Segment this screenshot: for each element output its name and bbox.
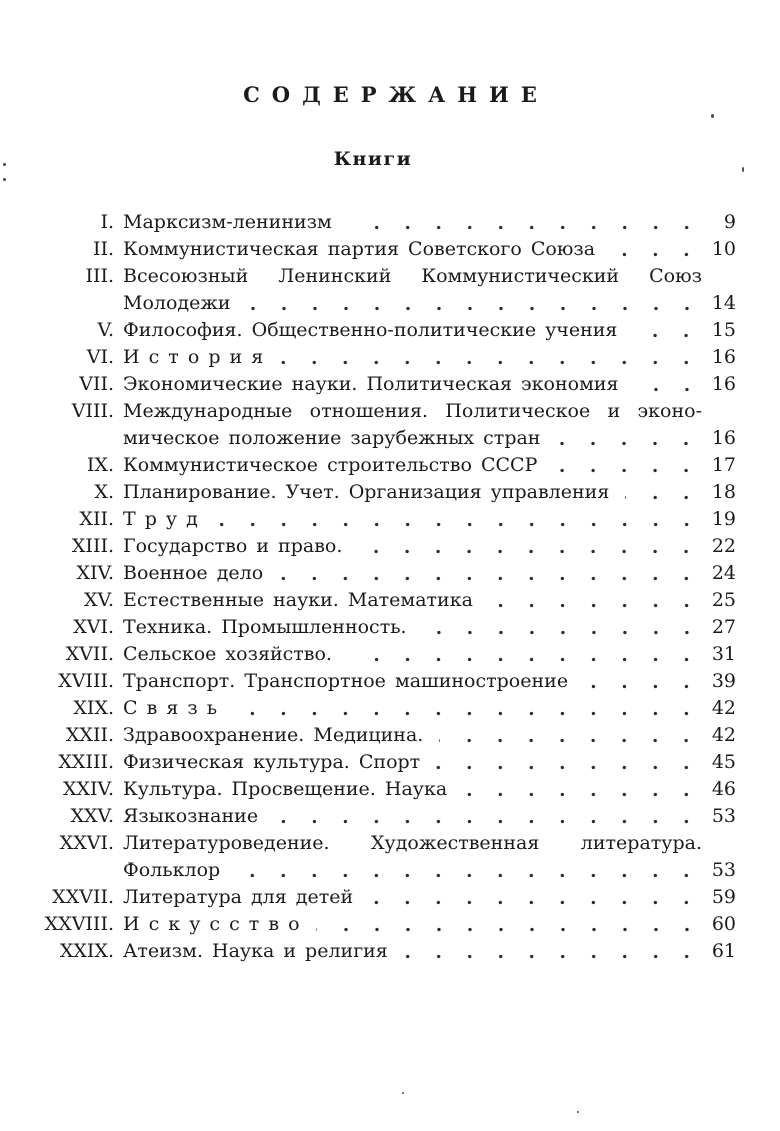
toc-entry-page-number: 24	[711, 562, 736, 584]
toc-entry-numeral: XXIV.	[63, 778, 114, 800]
toc-entry-content	[123, 695, 736, 722]
toc-entry-title: Планирование. Учет. Организация управления	[123, 481, 610, 503]
toc-entry	[14, 641, 736, 668]
dot-leader	[247, 306, 703, 311]
toc-entry-page-number: 46	[711, 778, 736, 800]
toc-entry-numeral: XIX.	[73, 697, 114, 719]
dot-leader	[233, 711, 702, 716]
toc-entry-title: Марксизм-ленинизм	[123, 211, 332, 233]
toc-entry-page-number: 19	[711, 508, 736, 530]
toc-entry-page-number: 42	[711, 724, 736, 746]
dot-leader	[214, 522, 702, 527]
toc-entry-content	[123, 749, 736, 776]
toc-entry-line	[123, 263, 736, 290]
toc-entry	[14, 506, 736, 533]
toc-entry-line	[123, 425, 736, 452]
toc-entry-page-number: 53	[711, 859, 736, 881]
toc-entry-page-number: 16	[711, 373, 736, 395]
toc-entry-page-number: 31	[711, 643, 736, 665]
scan-artifact	[742, 167, 744, 172]
toc-entry-content	[123, 668, 736, 695]
toc-entry-numeral: II.	[92, 238, 114, 260]
scan-artifact	[3, 178, 6, 181]
toc-entry-line	[123, 452, 736, 479]
dot-leader	[348, 225, 702, 230]
toc-entry-numeral: IX.	[86, 454, 114, 476]
toc-entry-page-number: 16	[711, 346, 736, 368]
toc-entry-title: Литература для детей	[123, 886, 354, 908]
toc-entry-line	[123, 776, 736, 803]
toc-entry-numeral: XIII.	[71, 535, 114, 557]
toc-entry-title: Сельское хозяйство.	[123, 643, 332, 665]
toc-entry-content	[123, 506, 736, 533]
toc-entry-title: И с т о р и я	[123, 346, 264, 368]
toc-entry-line	[123, 533, 736, 560]
toc-entry-title: Естественные науки. Математика	[123, 589, 473, 611]
toc-entry	[14, 722, 736, 749]
toc-entry-numeral: V.	[97, 319, 114, 341]
scan-artifact	[711, 114, 714, 118]
toc-entry-content	[123, 452, 736, 479]
toc-entry-page-number: 14	[711, 292, 736, 314]
toc-entry-title: И с к у с с т в о	[123, 913, 300, 935]
toc-entry-content	[123, 722, 736, 749]
toc-entry-numeral: VI.	[86, 346, 114, 368]
toc-entry-title: Культура. Просвещение. Наука	[123, 778, 448, 800]
toc-entry-content	[123, 641, 736, 668]
toc-entry-content	[123, 533, 736, 560]
toc-entry	[14, 479, 736, 506]
toc-entry-title: Международные отношения. Политическое и эконо-	[123, 400, 702, 422]
dot-leader	[236, 873, 702, 878]
toc-entry-content	[123, 479, 736, 506]
toc-entry-content	[123, 344, 736, 371]
toc-entry-line	[123, 344, 736, 371]
toc-entry-title-continuation: мическое положение зарубежных стран	[123, 427, 541, 449]
toc-entry	[14, 830, 736, 884]
toc-entry-page-number: 17	[711, 454, 736, 476]
dot-leader	[625, 495, 702, 500]
toc-entry-line	[123, 371, 736, 398]
toc-entry-numeral: XXII.	[65, 724, 114, 746]
toc-entry	[14, 938, 736, 965]
toc-entry-title: Т р у д	[123, 508, 198, 530]
scan-artifact	[402, 1092, 404, 1094]
toc-entry-content	[123, 587, 736, 614]
toc-entry-page-number: 60	[711, 913, 736, 935]
toc-entry-title: Экономические науки. Политическая экономия	[123, 373, 619, 395]
toc-entry-title: Здравоохранение. Медицина.	[123, 724, 424, 746]
toc-entry-content	[123, 614, 736, 641]
toc-entry	[14, 749, 736, 776]
dot-leader	[423, 630, 702, 635]
toc-entry-title: Коммунистическое строительство СССР	[123, 454, 538, 476]
toc-entry-title-continuation: Фольклор	[123, 859, 221, 881]
toc-entry-content	[123, 263, 736, 317]
toc-entry-line	[123, 290, 736, 317]
toc-entry-line	[123, 830, 736, 857]
toc-entry-line	[123, 668, 736, 695]
dot-leader	[279, 360, 702, 365]
dot-leader	[279, 576, 702, 581]
toc-entry-content	[123, 398, 736, 452]
toc-entry-page-number: 61	[711, 940, 736, 962]
toc-entry-page-number: 27	[711, 616, 736, 638]
toc-entry	[14, 560, 736, 587]
toc-entry-numeral: XVIII.	[58, 670, 114, 692]
toc-entry	[14, 317, 736, 344]
toc-entry-title-continuation: Молодежи	[123, 292, 231, 314]
dot-leader	[348, 657, 702, 662]
toc-entry-numeral: XXV.	[70, 805, 114, 827]
toc-entry-line	[123, 749, 736, 776]
toc-entry-title: Философия. Общественно-политические учения	[123, 319, 618, 341]
toc-entry	[14, 803, 736, 830]
dot-leader	[556, 441, 702, 446]
toc-entry-numeral: XXIII.	[58, 751, 114, 773]
toc-entry	[14, 695, 736, 722]
toc-entry-line	[123, 641, 736, 668]
toc-entry-numeral: XV.	[84, 589, 114, 611]
toc-entry-page-number: 42	[711, 697, 736, 719]
toc-entry-line	[123, 398, 736, 425]
toc-entry	[14, 776, 736, 803]
section-heading: Книги	[333, 148, 413, 170]
toc-entry-numeral: XXVI.	[59, 832, 114, 854]
toc-entry-content	[123, 236, 736, 263]
dot-leader	[436, 765, 702, 770]
toc-list	[14, 209, 736, 965]
toc-entry	[14, 452, 736, 479]
toc-entry-line	[123, 803, 736, 830]
dot-leader	[369, 900, 702, 905]
toc-entry-title: Атеизм. Наука и религия	[123, 940, 388, 962]
toc-entry-content	[123, 938, 736, 965]
toc-entry-page-number: 16	[711, 427, 736, 449]
toc-entry-line	[123, 587, 736, 614]
toc-entry	[14, 587, 736, 614]
toc-entry	[14, 398, 736, 452]
dot-leader	[553, 468, 702, 473]
toc-entry-page-number: 39	[711, 670, 736, 692]
toc-entry-content	[123, 209, 736, 236]
dot-leader	[274, 819, 702, 824]
toc-entry-title: Военное дело	[123, 562, 264, 584]
dot-leader	[358, 549, 702, 554]
dot-leader	[633, 333, 702, 338]
toc-entry	[14, 884, 736, 911]
toc-entry-numeral: I.	[100, 211, 114, 233]
dot-leader	[316, 927, 702, 932]
toc-entry-title: Транспорт. Транспортное машиностроение	[123, 670, 569, 692]
toc-entry	[14, 263, 736, 317]
toc-entry	[14, 911, 736, 938]
toc-entry-line	[123, 722, 736, 749]
toc-entry-line	[123, 479, 736, 506]
toc-entry-content	[123, 830, 736, 884]
toc-entry-title: Коммунистическая партия Советского Союза	[123, 238, 596, 260]
toc-entry-numeral: XXIX.	[59, 940, 114, 962]
toc-entry-line	[123, 938, 736, 965]
page-title: СОДЕРЖАНИЕ	[243, 82, 549, 107]
toc-entry-page-number: 15	[711, 319, 736, 341]
toc-entry-title: Техника. Промышленность.	[123, 616, 407, 638]
toc-entry-numeral: XVI.	[73, 616, 114, 638]
toc-entry-content	[123, 317, 736, 344]
toc-entry-line	[123, 614, 736, 641]
toc-entry-content	[123, 560, 736, 587]
toc-entry-title: Всесоюзный Ленинский Коммунистический Союз	[123, 265, 702, 287]
toc-entry-line	[123, 209, 736, 236]
toc-entry-content	[123, 803, 736, 830]
toc-entry-numeral: VIII.	[71, 400, 114, 422]
toc-entry-line	[123, 857, 736, 884]
toc-entry-numeral: X.	[94, 481, 114, 503]
toc-entry	[14, 371, 736, 398]
dot-leader	[611, 252, 702, 257]
toc-entry-line	[123, 317, 736, 344]
toc-entry	[14, 236, 736, 263]
toc-entry	[14, 614, 736, 641]
toc-entry-title: Физическая культура. Спорт	[123, 751, 421, 773]
toc-entry-line	[123, 560, 736, 587]
toc-entry-numeral: XVII.	[65, 643, 114, 665]
toc-entry-numeral: III.	[85, 265, 114, 287]
toc-entry	[14, 344, 736, 371]
toc-entry-line	[123, 695, 736, 722]
toc-entry-title: Государство и право.	[123, 535, 343, 557]
toc-entry-content	[123, 371, 736, 398]
toc-entry-line	[123, 884, 736, 911]
toc-entry	[14, 668, 736, 695]
toc-entry-line	[123, 236, 736, 263]
toc-entry-numeral: VII.	[79, 373, 114, 395]
toc-entry-page-number: 25	[711, 589, 736, 611]
toc-entry-page-number: 10	[711, 238, 736, 260]
dot-leader	[439, 738, 702, 743]
toc-entry	[14, 533, 736, 560]
toc-entry-page-number: 53	[711, 805, 736, 827]
toc-entry-line	[123, 911, 736, 938]
toc-entry-numeral: XXVIII.	[44, 913, 114, 935]
scan-artifact	[577, 1111, 579, 1113]
toc-entry-content	[123, 884, 736, 911]
dot-leader	[584, 684, 702, 689]
dot-leader	[463, 792, 702, 797]
toc-entry-numeral: XII.	[79, 508, 114, 530]
dot-leader	[635, 387, 702, 392]
toc-entry-page-number: 22	[711, 535, 736, 557]
scan-artifact	[3, 163, 6, 166]
toc-entry-numeral: XIV.	[76, 562, 114, 584]
toc-entry-page-number: 18	[711, 481, 736, 503]
toc-entry-page-number: 45	[711, 751, 736, 773]
toc-entry-content	[123, 911, 736, 938]
toc-entry	[14, 209, 736, 236]
toc-entry-content	[123, 776, 736, 803]
toc-entry-title: С в я з ь	[123, 697, 218, 719]
dot-leader	[404, 954, 702, 959]
toc-entry-title: Литературоведение. Художественная литература.	[123, 832, 702, 854]
toc-entry-numeral: XXVII.	[52, 886, 114, 908]
toc-entry-title: Языкознание	[123, 805, 259, 827]
toc-entry-page-number: 59	[711, 886, 736, 908]
dot-leader	[489, 603, 702, 608]
toc-entry-line	[123, 506, 736, 533]
toc-entry-page-number: 9	[723, 211, 736, 233]
